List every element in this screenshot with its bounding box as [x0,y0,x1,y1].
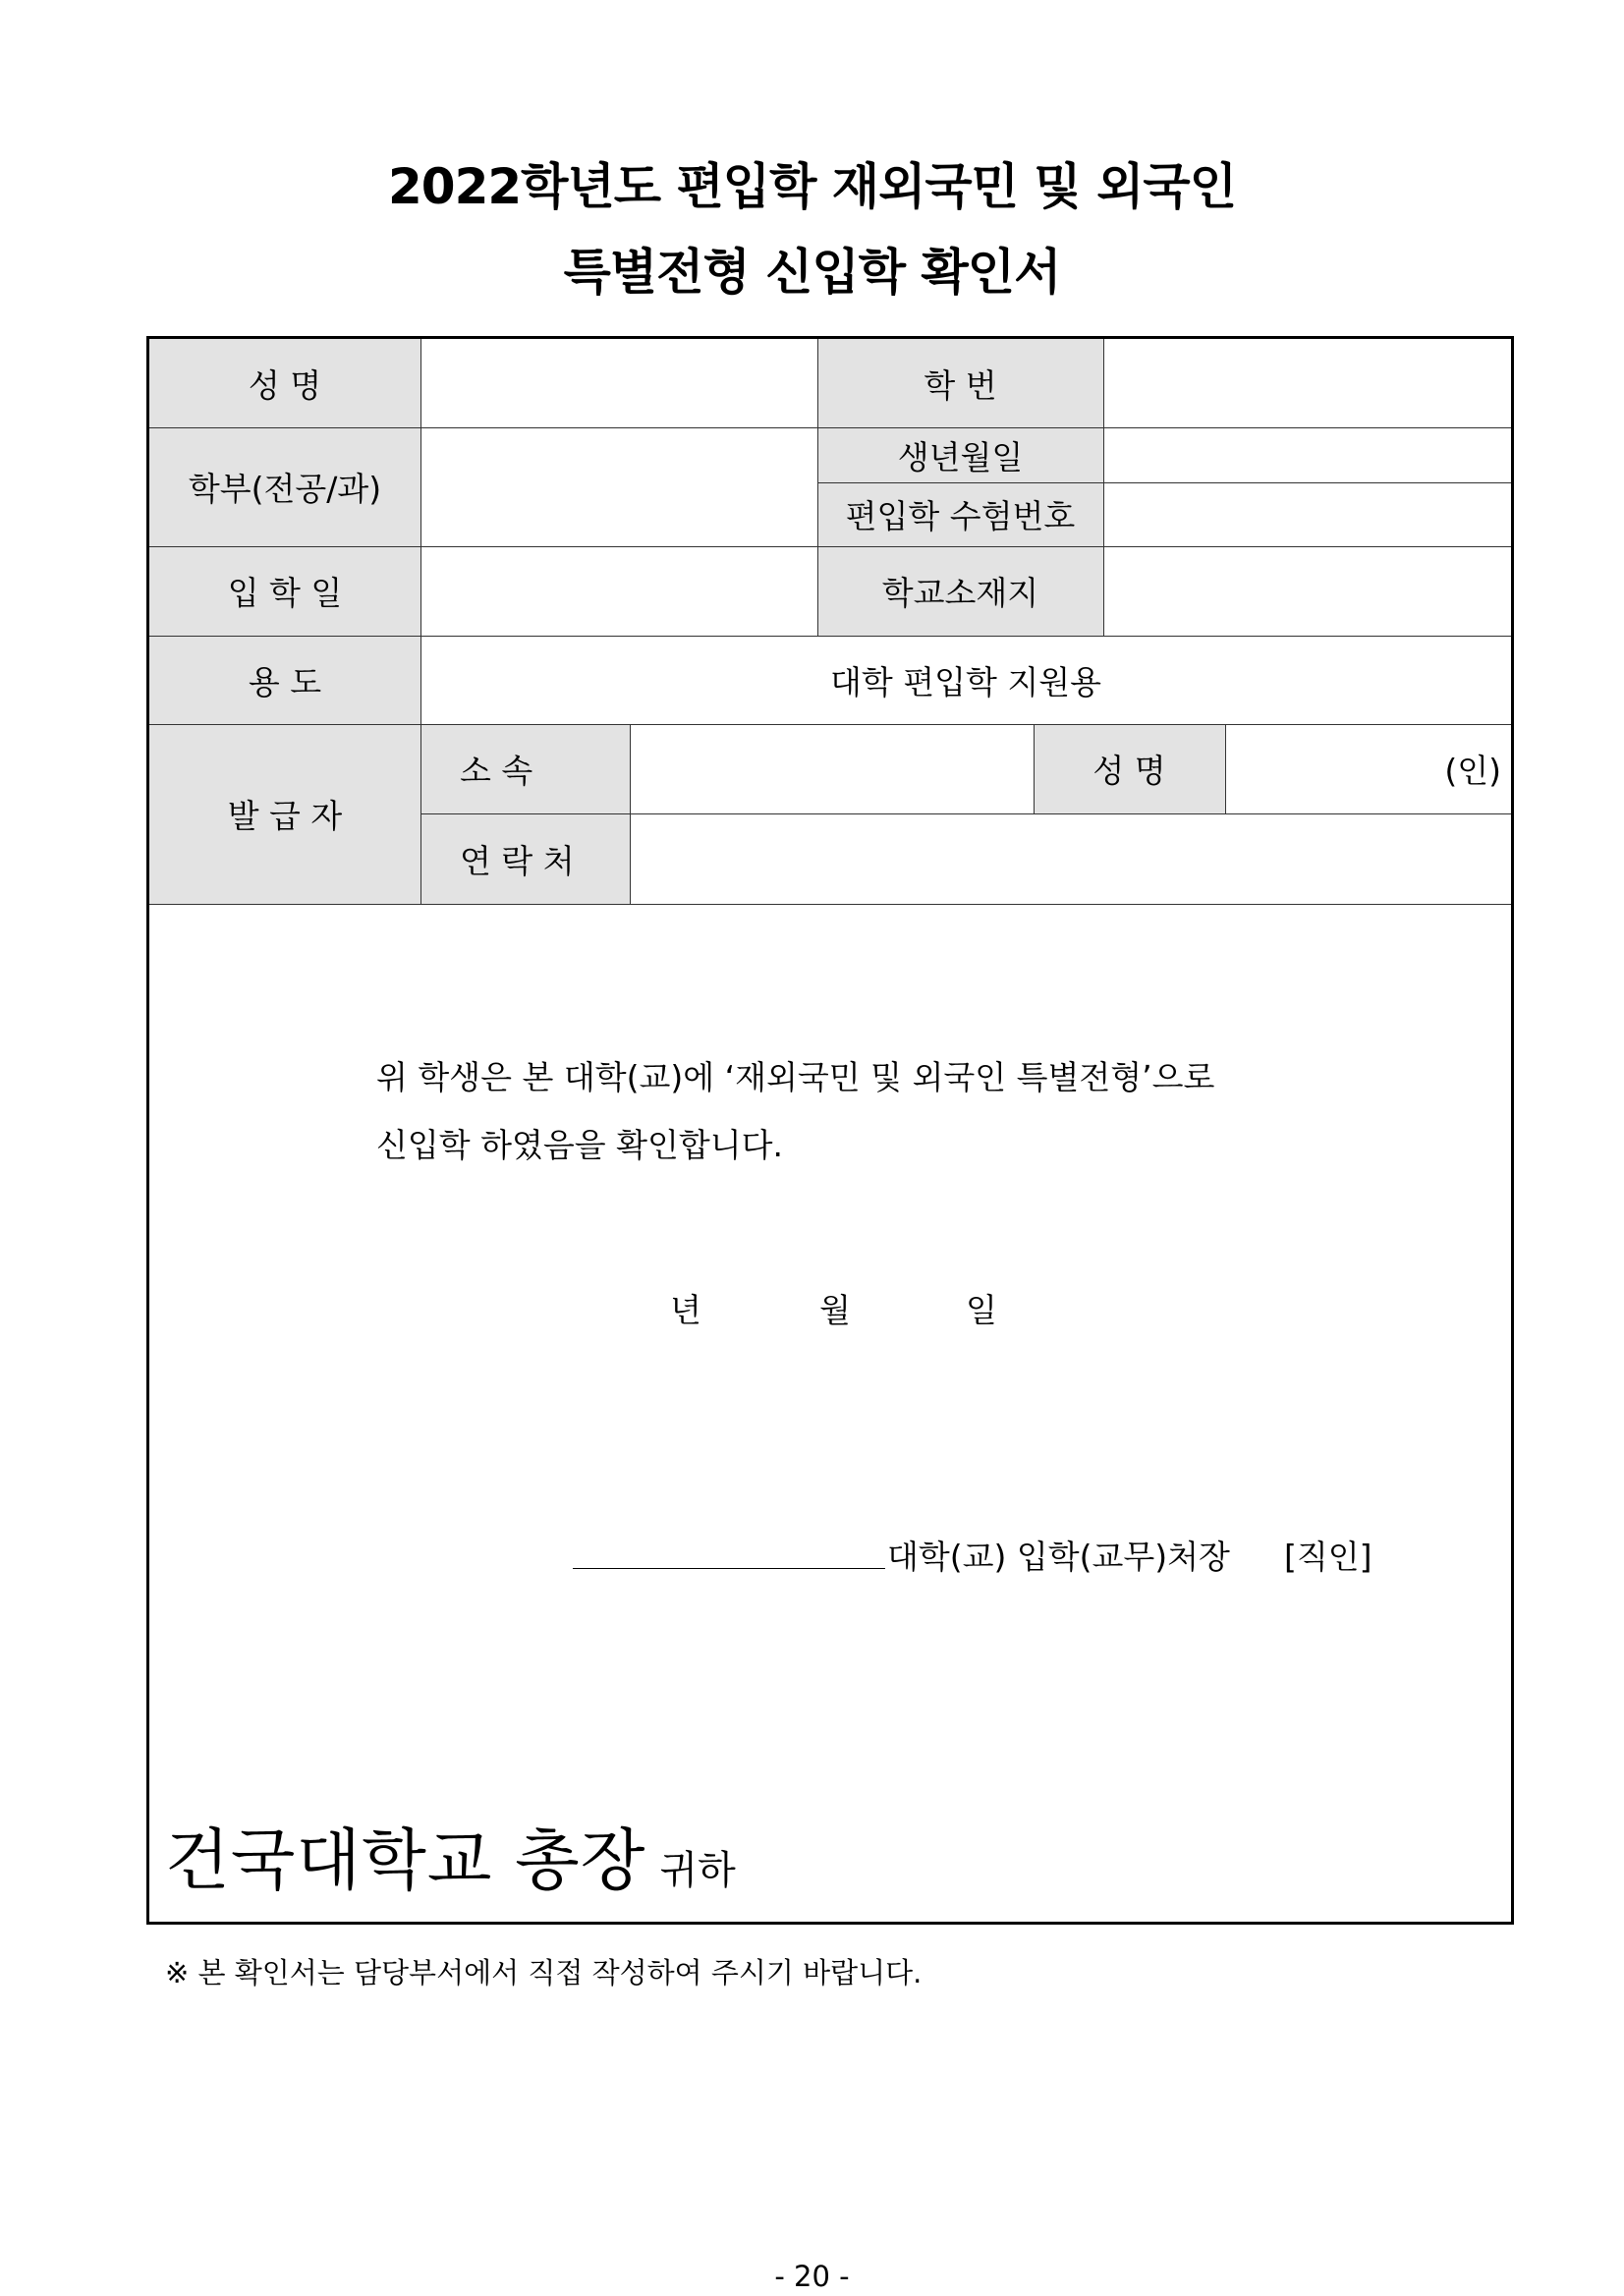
birthdate-field[interactable] [1103,427,1511,482]
school-location-label: 학교소재지 [817,546,1103,636]
name-field[interactable] [420,339,817,427]
addressee-name: 건국대학교 총장 [165,1822,646,1900]
student-id-field[interactable] [1103,339,1511,427]
department-field[interactable] [420,427,817,546]
signature-line [573,1568,885,1569]
statement-line2: 신입학 하였음을 확인합니다. [376,1126,784,1164]
purpose-label: 용 도 [149,636,420,724]
school-location-field[interactable] [1103,546,1511,636]
row-divider [817,482,1511,483]
issuer-name-label: 성 명 [1034,724,1225,813]
seal-mark: (인) [1444,752,1501,790]
exam-number-label: 편입학 수험번호 [817,482,1103,546]
student-id-label: 학 번 [817,339,1103,427]
row-divider [149,724,1511,725]
admission-date-field[interactable] [420,546,817,636]
issuer-name-field[interactable] [1225,724,1511,813]
row-divider [149,636,1511,637]
date-day: 일 [966,1291,997,1329]
name-label: 성 명 [149,339,420,427]
column-divider [1103,339,1104,636]
row-divider [149,427,1511,428]
row-divider [420,813,1511,814]
admission-date-label: 입 학 일 [149,546,420,636]
purpose-value: 대학 편입학 지원용 [829,662,1101,701]
signature-title: 대학(교) 입학(교무)처장 [887,1538,1230,1576]
contact-label: 연 락 처 [420,813,630,904]
official-seal-mark: [직인] [1284,1538,1372,1576]
document-title-line1: 2022학년도 편입학 재외국민 및 외국인 [388,158,1236,215]
footnote: ※ 본 확인서는 담당부서에서 직접 작성하여 주시기 바랍니다. [165,1956,923,1989]
exam-number-field[interactable] [1103,482,1511,546]
column-divider [420,339,421,904]
date-year: 년 [670,1291,701,1329]
statement-line1: 위 학생은 본 대학(교)에 ‘재외국민 및 외국인 특별전형’으로 [376,1058,1215,1096]
issuer-label: 발 급 자 [149,724,420,904]
affiliation-field[interactable] [630,724,1034,813]
column-divider [630,724,631,904]
contact-field[interactable] [630,813,1511,904]
page-number: - 20 - [774,2260,850,2293]
row-divider [149,546,1511,547]
department-label: 학부(전공/과) [149,427,420,546]
date-month: 월 [819,1291,851,1329]
column-divider [817,339,818,636]
column-divider [1225,724,1226,813]
row-divider [149,904,1511,905]
addressee-suffix: 귀하 [659,1848,736,1893]
addressee [165,1808,736,1903]
column-divider [1034,724,1035,813]
document-title-line2: 특별전형 신입학 확인서 [563,244,1061,301]
birthdate-label: 생년월일 [817,427,1103,482]
confirmation-form [146,336,1514,1925]
affiliation-label: 소 속 [420,724,630,813]
